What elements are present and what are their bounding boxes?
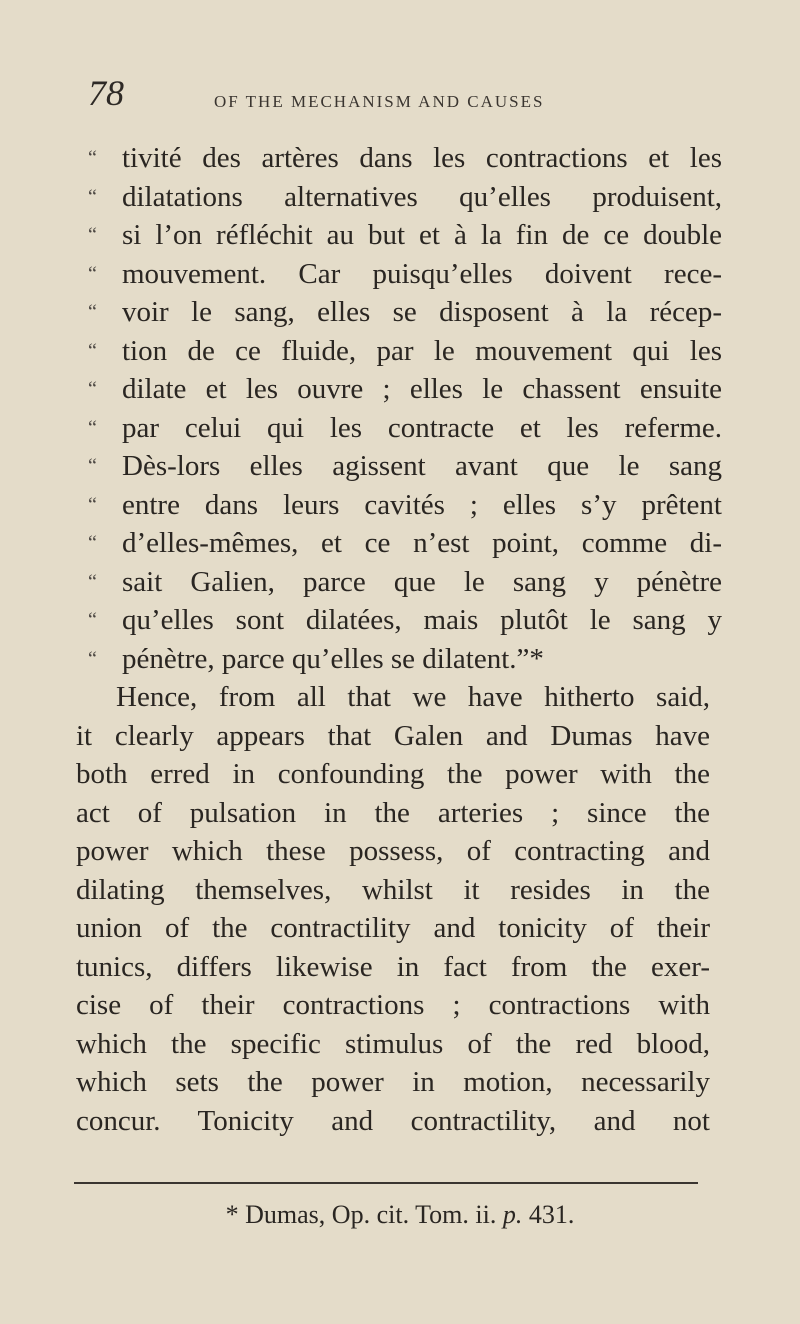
paragraph-text-line: which the specific stimulus of the red blood, xyxy=(76,1028,710,1060)
quote-mark: “ xyxy=(88,532,97,554)
quote-mark: “ xyxy=(88,648,97,670)
quote-mark: “ xyxy=(88,301,97,323)
paragraph-text-line: cise of their contractions ; contractions with xyxy=(76,989,710,1021)
quoted-text-line: tion de ce fluide, par le mouvement qui les xyxy=(122,335,722,367)
quoted-text-line: Dès-lors elles agissent avant que le sang xyxy=(122,450,722,482)
quote-mark: “ xyxy=(88,609,97,631)
footnote-page-abbrev: p. xyxy=(502,1200,523,1229)
paragraph-text-line: dilating themselves, whilst it resides in the xyxy=(76,874,710,906)
paragraph-text-line: power which these possess, of contracting and xyxy=(76,835,710,867)
quoted-text-line: d’elles-mêmes, et ce n’est point, comme di- xyxy=(122,527,722,559)
paragraph-text-line: concur. Tonicity and contractility, and not xyxy=(76,1105,710,1137)
paragraph-text-line: both erred in confounding the power with the xyxy=(76,758,710,790)
footnote-tail: 431. xyxy=(522,1200,575,1229)
quote-mark: “ xyxy=(88,263,97,285)
quoted-text-line: dilatations alternatives qu’elles produisent, xyxy=(122,181,722,213)
paragraph-text-line: which sets the power in motion, necessarily xyxy=(76,1066,710,1098)
quoted-text-line: voir le sang, elles se disposent à la récep- xyxy=(122,296,722,328)
quoted-text-line: par celui qui les contracte et les referme. xyxy=(122,412,722,444)
paragraph-text-line: union of the contractility and tonicity of their xyxy=(76,912,710,944)
quote-mark: “ xyxy=(88,147,97,169)
quote-mark: “ xyxy=(88,571,97,593)
footnote-text: * Dumas, Op. cit. Tom. ii. xyxy=(225,1200,503,1229)
running-head: OF THE MECHANISM AND CAUSES xyxy=(214,92,545,111)
quote-mark: “ xyxy=(88,455,97,477)
quote-mark: “ xyxy=(88,224,97,246)
quoted-text-line: mouvement. Car puisqu’elles doivent rece- xyxy=(122,258,722,290)
footnote-rule xyxy=(74,1182,698,1184)
quote-mark: “ xyxy=(88,340,97,362)
paragraph-text-line: tunics, differs likewise in fact from the exer- xyxy=(76,951,710,983)
quoted-text-line: pénètre, parce qu’elles se dilatent.”* xyxy=(122,643,544,675)
quoted-text-line: dilate et les ouvre ; elles le chassent ensuite xyxy=(122,373,722,405)
quote-mark: “ xyxy=(88,494,97,516)
paragraph-text-line: act of pulsation in the arteries ; since the xyxy=(76,797,710,829)
page-number: 78 xyxy=(88,73,124,113)
paragraph-text-line: Hence, from all that we have hitherto said, xyxy=(116,681,710,713)
quoted-text-line: qu’elles sont dilatées, mais plutôt le sang y xyxy=(122,604,722,636)
quote-mark: “ xyxy=(88,186,97,208)
quoted-text-line: tivité des artères dans les contractions et les xyxy=(122,142,722,174)
quoted-text-line: sait Galien, parce que le sang y pénètre xyxy=(122,566,722,598)
footnote xyxy=(0,1200,800,1230)
page-header xyxy=(88,72,728,122)
quoted-text-line: si l’on réfléchit au but et à la fin de ce double xyxy=(122,219,722,251)
quote-mark: “ xyxy=(88,417,97,439)
quoted-text-line: entre dans leurs cavités ; elles s’y prêtent xyxy=(122,489,722,521)
paragraph-text-line: it clearly appears that Galen and Dumas have xyxy=(76,720,710,752)
quote-mark: “ xyxy=(88,378,97,400)
